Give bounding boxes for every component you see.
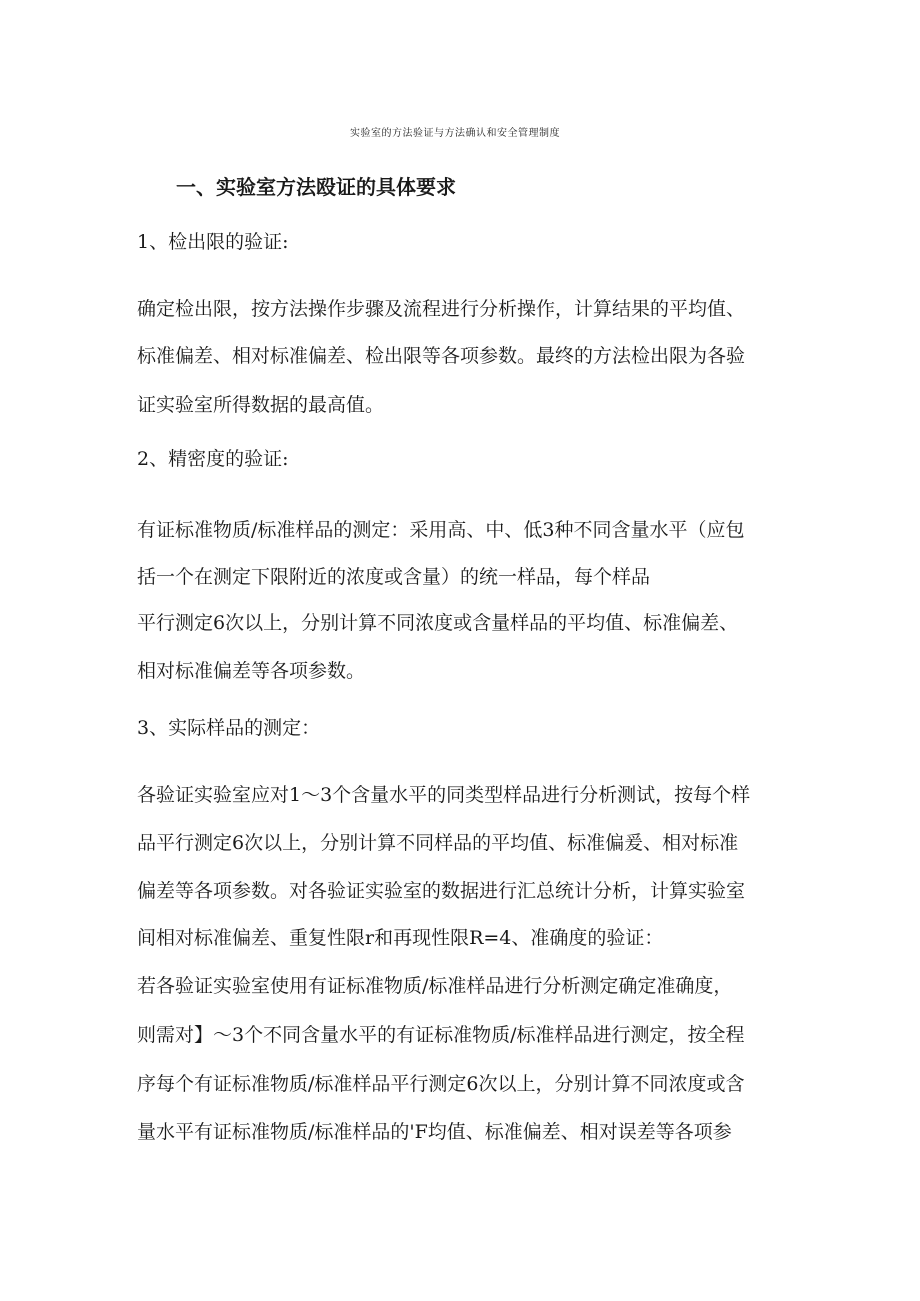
subheading-precision: 2、精密度的验证: <box>137 448 289 470</box>
paragraph-line: 若各验证实验室使用有证标准物质/标准样品进行分析测定确定准确度， <box>137 975 733 997</box>
paragraph-line: 证实验室所得数据的最高值。 <box>137 394 385 416</box>
paragraph-line: 间相对标准偏差、重复性限r和再现性限R=4、准确度的验证： <box>137 927 664 949</box>
paragraph-line: 平行测定6次以上，分别计算不同浓度或含量样品的平均值、标准偏差、 <box>137 612 739 634</box>
paragraph-line: 序每个有证标准物质/标准样品平行测定6次以上，分别计算不同浓度或含 <box>137 1073 745 1095</box>
paragraph-line: 相对标准偏差等各项参数。 <box>137 660 366 682</box>
paragraph-line: 确定检出限，按方法操作步骤及流程进行分析操作，计算结果的平均值、 <box>137 298 746 320</box>
paragraph-line: 各验证实验室应对1～3个含量水平的同类型样品进行分析测试，按每个样 <box>137 784 751 806</box>
paragraph-line: 偏差等各项参数。对各验证实验室的数据进行汇总统计分析，计算实验室 <box>137 880 746 902</box>
section-heading: 一、实验室方法殴证的具体要求 <box>176 175 456 199</box>
paragraph-line: 则需对】～3个不同含量水平的有证标准物质/标准样品进行测定，按全程 <box>137 1024 745 1046</box>
paragraph-line: 括一个在测定下限附近的浓度或含量）的统一样品，每个样品 <box>137 566 651 588</box>
paragraph-line: 量水平有证标准物质/标准样品的'F均值、标准偏差、相对误差等各项参 <box>137 1121 732 1143</box>
subheading-detection-limit: 1、检出限的验证: <box>137 231 289 253</box>
document-title: 实验室的方法验证与方法确认和安全管理制度 <box>350 128 560 139</box>
paragraph-line: 有证标准物质/标准样品的测定：采用高、中、低3种不同含量水平（应包 <box>137 519 745 541</box>
paragraph-line: 品平行测定6次以上，分别计算不同样品的平均值、标准偏爰、相对标准 <box>137 832 739 854</box>
paragraph-line: 标准偏差、相对标准偏差、检出限等各项参数。最终的方法检出限为各验 <box>137 345 746 367</box>
subheading-actual-sample: 3、实际样品的测定： <box>137 717 321 739</box>
